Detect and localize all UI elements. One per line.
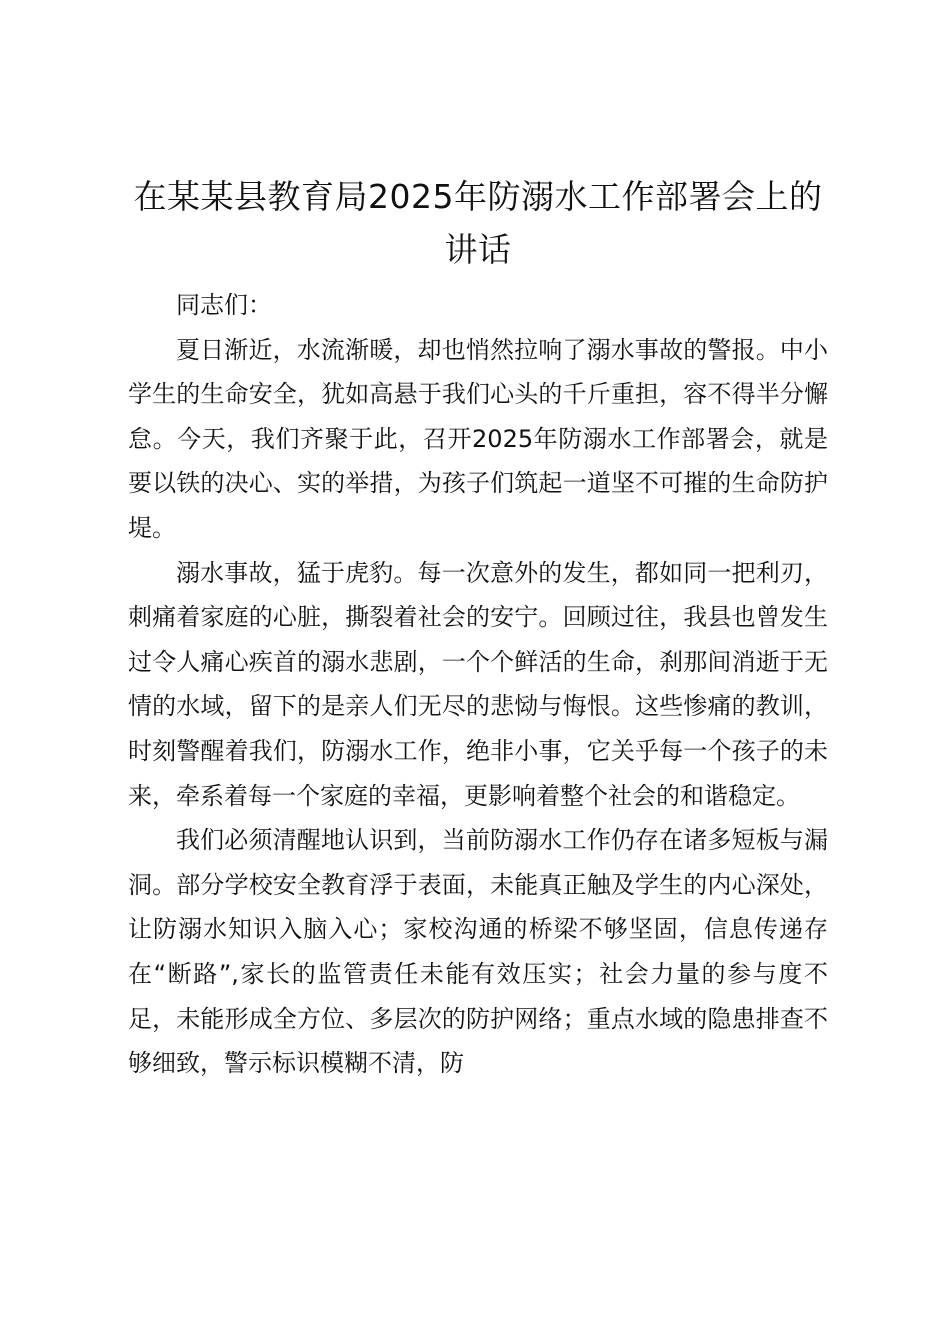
paragraph: 夏日渐近，水流渐暖，却也悄然拉响了溺水事故的警报。中小学生的生命安全，犹如高悬于我们心头的千斤重担，容不得半分懈怠。今天，我们齐聚于此，召开2025年防溺水工作部署会，就是要以铁的决心、实的举措，为孩子们筑起一道坚不可摧的生命防护堤。 [128,335,828,542]
document-title: 在某某县教育局2025年防溺水工作部署会上的讲话 [133,177,823,269]
paragraph: 溺水事故，猛于虎豹。每一次意外的发生，都如同一把利刃，刺痛着家庭的心脏，撕裂着社会的安宁。回顾过往，我县也曾发生过令人痛心疾首的溺水悲剧，一个个鲜活的生命，刹那间消逝于无情的水域，留下的是亲人们无尽的悲恸与悔恨。这些惨痛的教训，时刻警醒着我们，防溺水工作，绝非小事，它关乎每一个孩子的未来，牵系着每一个家庭的幸福，更影响着整个社会的和谐稳定。 [128,558,828,810]
salutation: 同志们： [176,291,272,319]
document-body [128,283,828,1086]
paragraph: 我们必须清醒地认识到，当前防溺水工作仍存在诸多短板与漏洞。部分学校安全教育浮于表面，未能真正触及学生的内心深处，让防溺水知识入脑入心；家校沟通的桥梁不够坚固，信息传递存在“断路”,家长的监管责任未能有效压实；社会力量的参与度不足，未能形成全方位、多层次的防护网络；重点水域的隐患排查不够细致，警示标识模糊不清，防 [128,826,828,1078]
